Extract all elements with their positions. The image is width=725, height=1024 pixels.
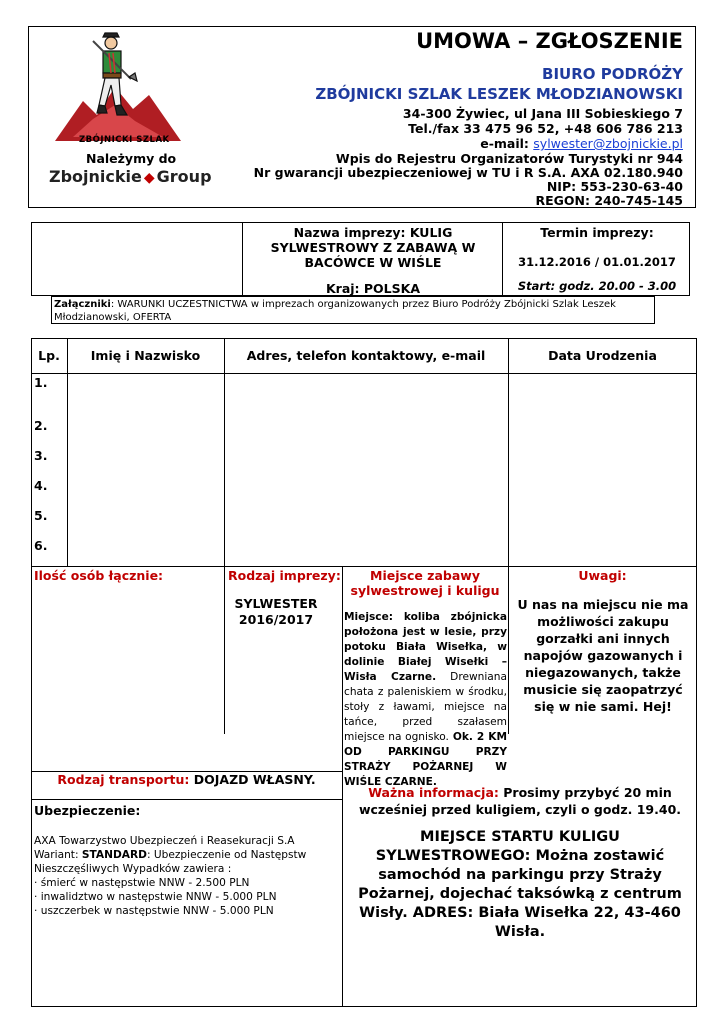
regon-number: REGON: 240-745-145	[535, 193, 683, 208]
col-lp: Lp.	[38, 348, 60, 363]
company-address: 34-300 Żywiec, ul Jana III Sobieskiego 7	[402, 106, 683, 121]
company-email-line	[480, 136, 683, 151]
zbojnicki-szlak-logo	[53, 29, 183, 151]
insurance-item: · inwalidztwo w następstwie NNW - 5.000 PLN	[34, 891, 277, 903]
group-suffix: Group	[156, 167, 212, 186]
group-logo	[49, 167, 212, 186]
people-count-label: Ilość osób łącznie:	[34, 568, 164, 583]
place-desc-normal: Drewniana chata z paleniskiem w środku, stoły z ławami, miejsce na tańce, przed szałasem miejsce na ognisko.	[344, 671, 507, 743]
important-info	[353, 784, 687, 818]
event-type-label: Rodzaj imprezy:	[228, 568, 341, 583]
group-name: Zbojnickie	[49, 167, 142, 186]
row-number: 4.	[34, 478, 48, 493]
registry-number: Wpis do Rejestru Organizatorów Turystyki nr 944	[335, 151, 683, 166]
place-desc-bold: Miejsce: koliba zbójnicka położona jest w lesie, przy potoku Biała Wisełka, w dolinie Białej Wisełki – Wisła Czarne.	[344, 611, 507, 683]
insurance-variant	[34, 848, 339, 876]
place-label: Miejsce zabawy sylwestrowej i kuligu	[350, 568, 500, 598]
notes-label: Uwagi:	[578, 568, 627, 583]
event-country: Kraj: POLSKA	[325, 281, 421, 296]
logo-text: ZBÓJNICKI SZLAK	[79, 135, 170, 145]
insurance-details	[34, 834, 339, 918]
col-name: Imię i Nazwisko	[90, 348, 201, 363]
start-place: MIEJSCE STARTU KULIGU SYLWESTROWEGO: Można zostawić samochód na parkingu przy Straży Pożarnej, dojechać taksówką z centrum Wisły. ADRES: Biała Wisełka 22, 43-460 Wisła.	[358, 829, 682, 940]
place-description	[344, 610, 507, 790]
insurance-item: · uszczerbek w następstwie NNW - 5.000 PLN	[34, 905, 274, 917]
event-start-time: Start: godz. 20.00 - 3.00	[517, 279, 677, 293]
event-date-label: Termin imprezy:	[540, 225, 654, 240]
email-label: e-mail:	[480, 136, 534, 151]
nip-number: NIP: 553-230-63-40	[546, 179, 683, 194]
transport-value: DOJAZD WŁASNY.	[189, 772, 316, 787]
participants-table	[31, 338, 697, 1007]
event-name: Nazwa imprezy: KULIG SYLWESTROWY Z ZABAWĄ W BACÓWCE W WIŚLE	[270, 225, 476, 270]
important-info-label: Ważna informacja:	[368, 785, 499, 800]
page-title: UMOWA – ZGŁOSZENIE	[416, 29, 683, 53]
variant-name: STANDARD	[81, 849, 147, 861]
company-phone: Tel./fax 33 475 96 52, +48 606 786 213	[408, 121, 683, 136]
row-number: 2.	[34, 418, 48, 433]
transport-label: Rodzaj transportu:	[57, 772, 190, 787]
group-label: Należymy do	[86, 151, 177, 166]
row-number: 6.	[34, 538, 48, 553]
company-name-1: BIURO PODRÓŻY	[542, 65, 683, 83]
row-number: 5.	[34, 508, 48, 523]
important-info-text: Prosimy przybyć 20 min wcześniej przed kuligiem, czyli o godz. 19.40.	[358, 785, 682, 817]
col-address: Adres, telefon kontaktowy, e-mail	[246, 348, 486, 363]
transport-row	[31, 772, 342, 787]
header-box	[28, 26, 696, 208]
event-date-value: 31.12.2016 / 01.01.2017	[518, 255, 676, 269]
variant-suffix: : Ubezpieczenie od Następstw Nieszczęśliwych Wypadków zawiera :	[34, 849, 307, 875]
guarantee-number: Nr gwarancji ubezpieczeniowej w TU i R S.A. AXA 02.180.940	[253, 165, 683, 180]
event-type-value: SYLWESTER 2016/2017	[234, 596, 318, 627]
row-number: 1.	[34, 375, 48, 390]
attachments	[51, 296, 655, 324]
group-link-icon: ◆	[143, 170, 155, 186]
email-link[interactable]: sylwester@zbojnickie.pl	[533, 136, 683, 151]
col-birthdate: Data Urodzenia	[548, 348, 657, 363]
place-desc-parking: Ok. 2 KM OD PARKINGU PRZY STRAŻY POŻARNEJ W WIŚLE CZARNE.	[344, 731, 507, 788]
notes-text: U nas na miejscu nie ma możliwości zakupu gorzałki ani innych napojów gazowanych i niegazowanych, także musicie się zaopatrzyć się w nie sami. Hej!	[517, 597, 689, 714]
insurer-name: AXA Towarzystwo Ubezpieczeń i Reasekuracji S.A	[34, 835, 295, 847]
insurance-label: Ubezpieczenie:	[34, 803, 141, 818]
insurance-item: · śmierć w następstwie NNW - 2.500 PLN	[34, 877, 250, 889]
attachments-text: : WARUNKI UCZESTNICTWA w imprezach organizowanych przez Biuro Podróży Zbójnicki Szlak Leszek Młodzianowski, OFERTA	[54, 299, 616, 323]
attachments-label: Załączniki	[54, 299, 111, 310]
event-box	[31, 222, 690, 296]
company-name-2: ZBÓJNICKI SZLAK LESZEK MŁODZIANOWSKI	[315, 85, 683, 103]
row-number: 3.	[34, 448, 48, 463]
variant-prefix: Wariant:	[34, 849, 82, 861]
